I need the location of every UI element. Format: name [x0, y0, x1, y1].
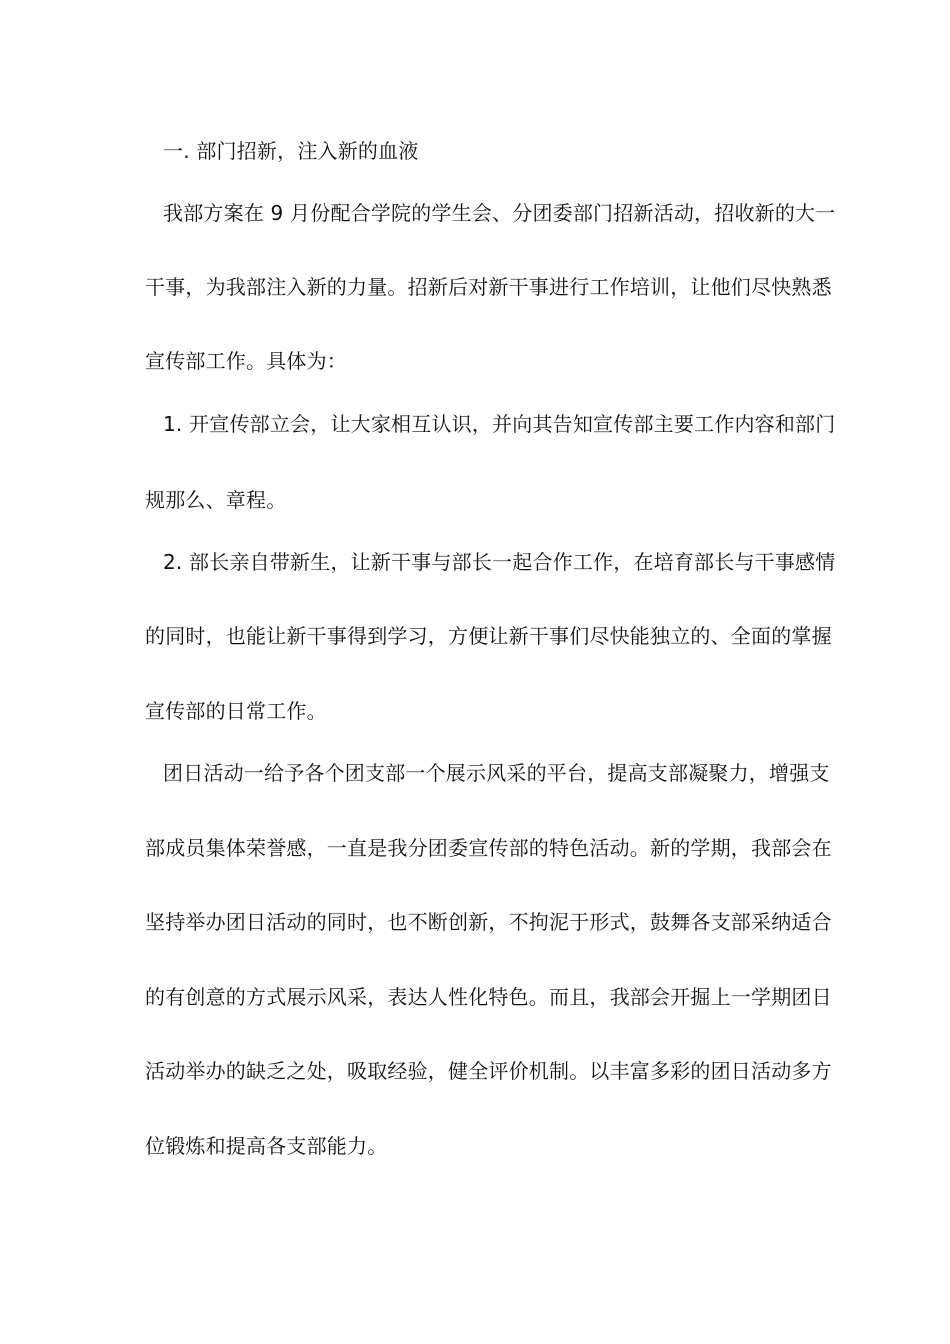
paragraph-line: 干事，为我部注入新的力量。招新后对新干事进行工作培训，让他们尽快熟悉 [145, 275, 832, 299]
section-heading: 一. 部门招新，注入新的血液 [163, 139, 419, 163]
paragraph-line: 团日活动一给予各个团支部一个展示风采的平台，提高支部凝聚力，增强支 [163, 761, 830, 785]
paragraph-line: 坚持举办团日活动的同时，也不断创新，不拘泥于形式，鼓舞各支部采纳适合 [145, 910, 832, 934]
paragraph-line: 规那么、章程。 [145, 488, 287, 512]
list-item-2: 2. 部长亲自带新生，让新干事与部长一起合作工作，在培育部长与干事感情 [163, 550, 836, 574]
paragraph-line: 位锻炼和提高各支部能力。 [145, 1134, 388, 1158]
paragraph-line: 部成员集体荣誉感，一直是我分团委宣传部的特色活动。新的学期，我部会在 [145, 836, 832, 860]
list-item-1: 1. 开宣传部立会，让大家相互认识，并向其告知宣传部主要工作内容和部门 [163, 412, 836, 436]
paragraph-line: 的有创意的方式展示风采，表达人性化特色。而且，我部会开掘上一学期团日 [145, 985, 832, 1009]
paragraph-line: 我部方案在 9 月份配合学院的学生会、分团委部门招新活动，招收新的大一 [163, 201, 836, 225]
paragraph-line: 宣传部工作。具体为： [145, 349, 347, 373]
paragraph-line: 宣传部的日常工作。 [145, 699, 327, 723]
paragraph-line: 的同时，也能让新干事得到学习，方便让新干事们尽快能独立的、全面的掌握 [145, 624, 832, 648]
paragraph-line: 活动举办的缺乏之处，吸取经验，健全评价机制。以丰富多彩的团日活动多方 [145, 1059, 832, 1083]
